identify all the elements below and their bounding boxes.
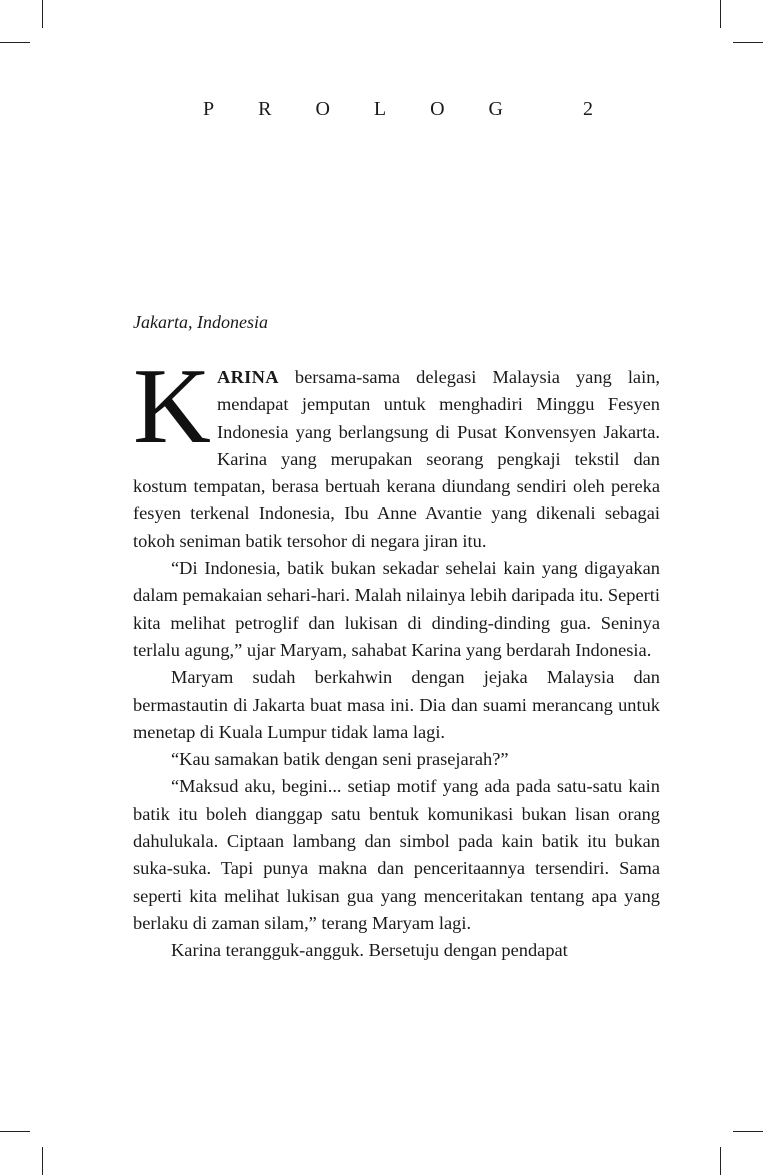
paragraph: “Maksud aku, begini... setiap motif yang ada pada satu-satu kain batik itu boleh dianggap satu bentuk komunikasi bukan lisan orang dahulukala. Ciptaan lambang dan simbol pada kain batik itu bukan suka-suka. Tapi punya makna dan penceritaannya tersendiri. Sama seperti kita melihat lukisan gua yang menceritakan tentang apa yang berlaku di zaman silam,” terang Maryam lagi. [133,776,660,933]
crop-mark-bottom-right-horizontal [733,1131,763,1132]
crop-mark-top-left-vertical [42,0,43,28]
paragraph: Maryam sudah berkahwin dengan jejaka Malaysia dan bermastautin di Jakarta buat masa ini. Dia dan suami merancang untuk menetap di Kuala Lumpur tidak lama lagi. [133,667,660,742]
lead-name: ARINA [217,367,279,387]
crop-mark-top-right-vertical [720,0,721,28]
chapter-title-letter: P [203,98,215,120]
paragraph: Karina terangguk-angguk. Bersetuju dengan pendapat [171,940,568,961]
drop-cap: K [133,347,211,466]
paragraph: “Kau samakan batik dengan seni prasejarah?” [171,749,509,770]
chapter-title-letter: O [430,98,445,120]
crop-mark-top-left-horizontal [0,42,30,43]
body-text [133,347,660,965]
crop-mark-bottom-left-vertical [42,1147,43,1175]
opening-text: bersama-sama delegasi Malaysia yang lain, mendapat jemputan untuk menghadiri Minggu Fesyen Indonesia yang berlangsung di Pusat Konvensyen Jakarta. Karina yang merupakan seorang pengkaji tekstil dan kostum tempatan, berasa bertuah kerana diundang sendiri oleh pereka fesyen terkenal Indonesia, Ibu Anne Avantie yang dikenali sebagai tokoh seniman batik tersohor di negara jiran itu. [133,367,660,551]
chapter-title [203,98,503,121]
chapter-title-letter: G [488,98,503,120]
crop-mark-bottom-right-vertical [720,1147,721,1175]
location-heading: Jakarta, Indonesia [133,312,268,332]
chapter-number: 2 [583,98,593,120]
chapter-title-letter: O [315,98,330,120]
paragraph: “Di Indonesia, batik bukan sekadar sehelai kain yang digayakan dalam pemakaian sehari-hari. Malah nilainya lebih daripada itu. Seperti kita melihat petroglif dan lukisan di dinding-dinding gua. Seninya terlalu agung,” ujar Maryam, sahabat Karina yang berdarah Indonesia. [133,558,660,660]
opening-paragraph [133,347,660,555]
crop-mark-top-right-horizontal [733,42,763,43]
chapter-title-letter: L [373,98,387,120]
crop-mark-bottom-left-horizontal [0,1131,30,1132]
chapter-heading [203,98,593,128]
chapter-title-letter: R [258,98,272,120]
